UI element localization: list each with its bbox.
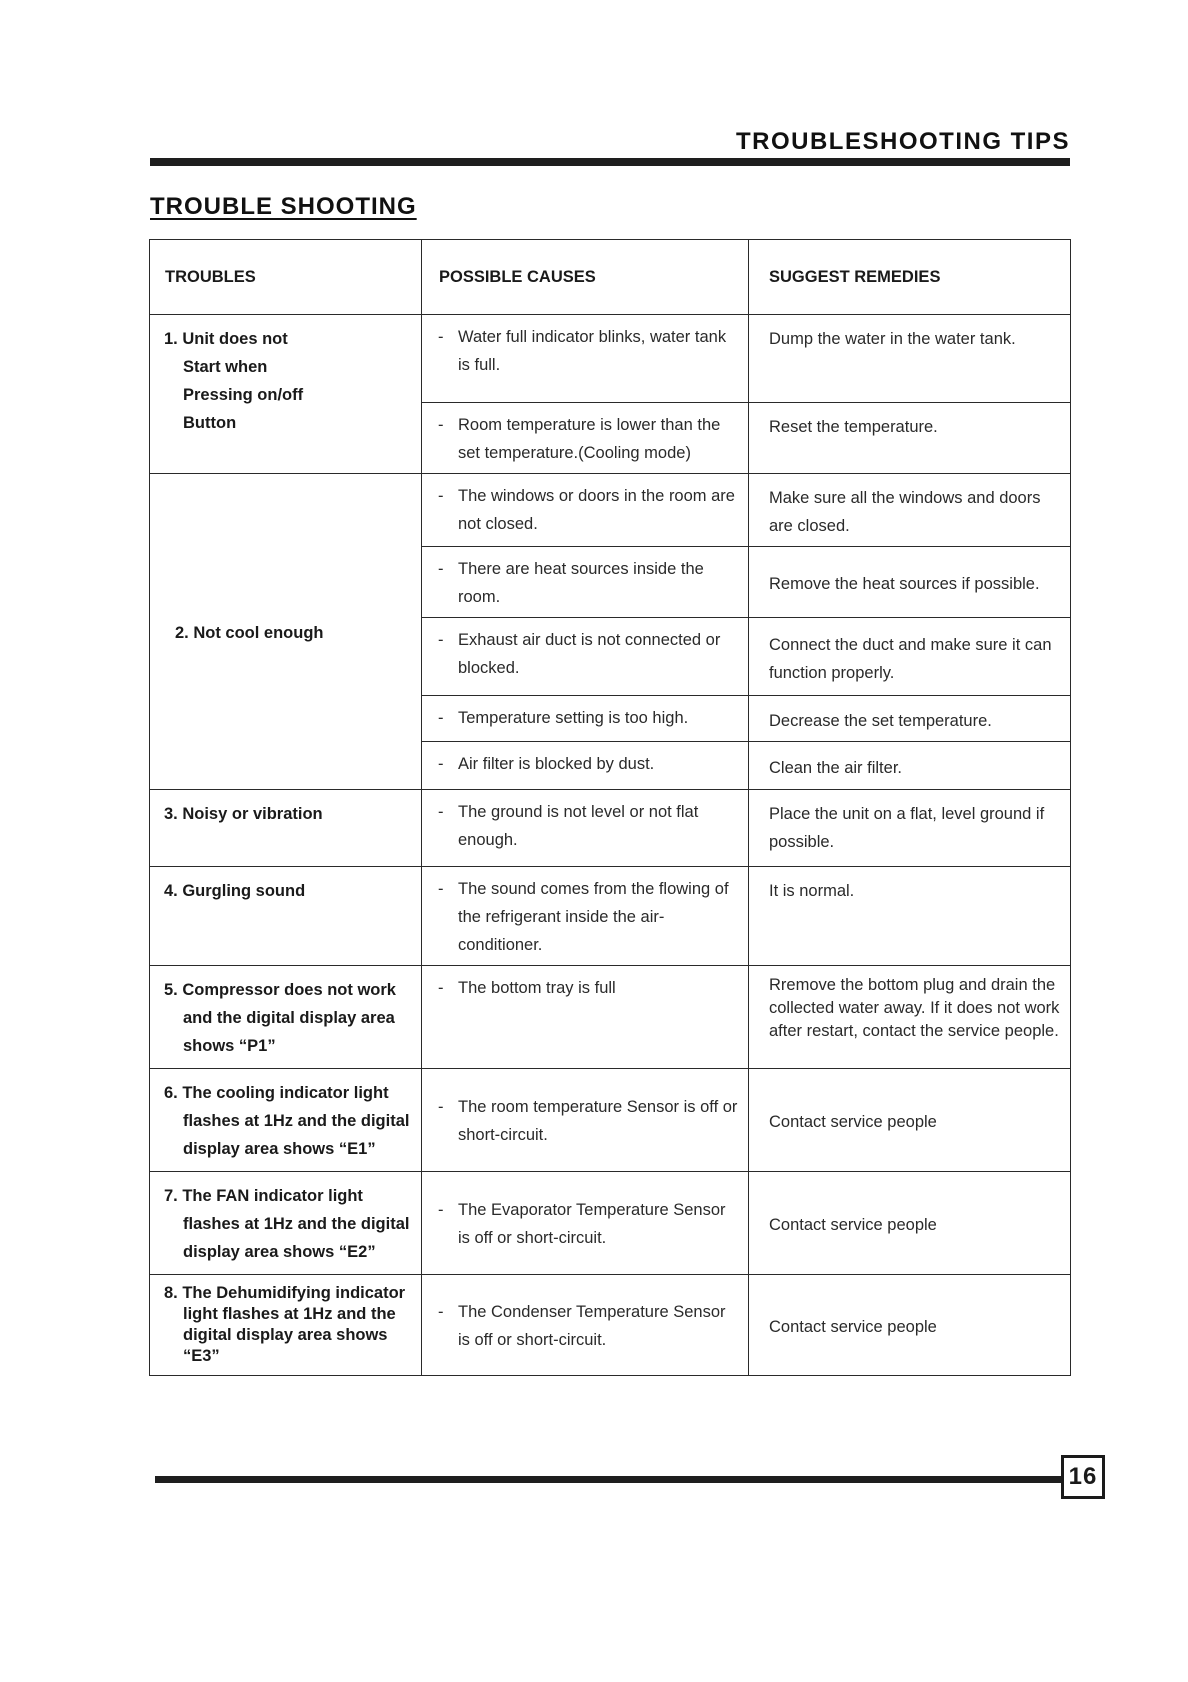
- cause-cell: - The Evaporator Temperature Sensor is off or short-circuit.: [422, 1172, 749, 1275]
- troubleshooting-table: [149, 239, 1071, 1376]
- cause-cell: - The sound comes from the flowing of the refrigerant inside the air-conditioner.: [422, 867, 749, 966]
- trouble-cell: 4. Gurgling sound: [150, 867, 422, 966]
- header-rule: [150, 158, 1070, 166]
- trouble-cell: 6. The cooling indicator light flashes at 1Hz and the digital display area shows “E1”: [150, 1069, 422, 1172]
- remedy-cell: Place the unit on a flat, level ground if possible.: [749, 790, 1071, 867]
- cause-cell: - Temperature setting is too high.: [422, 696, 749, 742]
- cause-cell: - The Condenser Temperature Sensor is off or short-circuit.: [422, 1275, 749, 1376]
- table-row: [150, 1172, 1071, 1275]
- column-header-troubles: TROUBLES: [150, 240, 422, 315]
- trouble-cell: 7. The FAN indicator light flashes at 1Hz and the digital display area shows “E2”: [150, 1172, 422, 1275]
- column-header-possible-causes: POSSIBLE CAUSES: [422, 240, 749, 315]
- table-row: [150, 966, 1071, 1069]
- table-row: [150, 1275, 1071, 1376]
- remedy-cell: Contact service people: [749, 1275, 1071, 1376]
- table-row: [150, 474, 1071, 547]
- remedy-cell: It is normal.: [749, 867, 1071, 966]
- table-row: [150, 790, 1071, 867]
- cause-cell: - The ground is not level or not flat enough.: [422, 790, 749, 867]
- section-title: TROUBLE SHOOTING: [150, 193, 417, 220]
- remedy-cell: Make sure all the windows and doors are closed.: [749, 474, 1071, 547]
- trouble-cell: 8. The Dehumidifying indicator light flashes at 1Hz and the digital display area shows “E3”: [150, 1275, 422, 1376]
- page-header-title: TROUBLESHOOTING TIPS: [735, 128, 1070, 155]
- cause-cell: - There are heat sources inside the room.: [422, 547, 749, 618]
- trouble-cell: 2. Not cool enough: [150, 474, 422, 790]
- cause-cell: - Room temperature is lower than the set temperature.(Cooling mode): [422, 403, 749, 474]
- remedy-cell: Decrease the set temperature.: [749, 696, 1071, 742]
- cause-cell: - Exhaust air duct is not connected or blocked.: [422, 618, 749, 696]
- remedy-cell: Rremove the bottom plug and drain the collected water away. If it does not work after restart, contact the service people.: [749, 966, 1071, 1069]
- cause-cell: - The room temperature Sensor is off or short-circuit.: [422, 1069, 749, 1172]
- footer-rule: [155, 1476, 1063, 1483]
- trouble-cell: 3. Noisy or vibration: [150, 790, 422, 867]
- page-number: 16: [1061, 1455, 1105, 1499]
- remedy-cell: Remove the heat sources if possible.: [749, 547, 1071, 618]
- remedy-cell: Contact service people: [749, 1069, 1071, 1172]
- remedy-cell: Clean the air filter.: [749, 742, 1071, 790]
- remedy-cell: Contact service people: [749, 1172, 1071, 1275]
- cause-cell: - The windows or doors in the room are not closed.: [422, 474, 749, 547]
- cause-cell: - Air filter is blocked by dust.: [422, 742, 749, 790]
- column-header-suggest-remedies: SUGGEST REMEDIES: [749, 240, 1071, 315]
- table-row: [150, 315, 1071, 403]
- cause-cell: - The bottom tray is full: [422, 966, 749, 1069]
- trouble-cell: 5. Compressor does not work and the digital display area shows “P1”: [150, 966, 422, 1069]
- remedy-cell: Reset the temperature.: [749, 403, 1071, 474]
- table-row: [150, 1069, 1071, 1172]
- remedy-cell: Dump the water in the water tank.: [749, 315, 1071, 403]
- cause-cell: - Water full indicator blinks, water tank is full.: [422, 315, 749, 403]
- trouble-cell: 1. Unit does not Start when Pressing on/off Button: [150, 315, 422, 474]
- remedy-cell: Connect the duct and make sure it can function properly.: [749, 618, 1071, 696]
- table-row: [150, 867, 1071, 966]
- table-header-row: [150, 240, 1071, 315]
